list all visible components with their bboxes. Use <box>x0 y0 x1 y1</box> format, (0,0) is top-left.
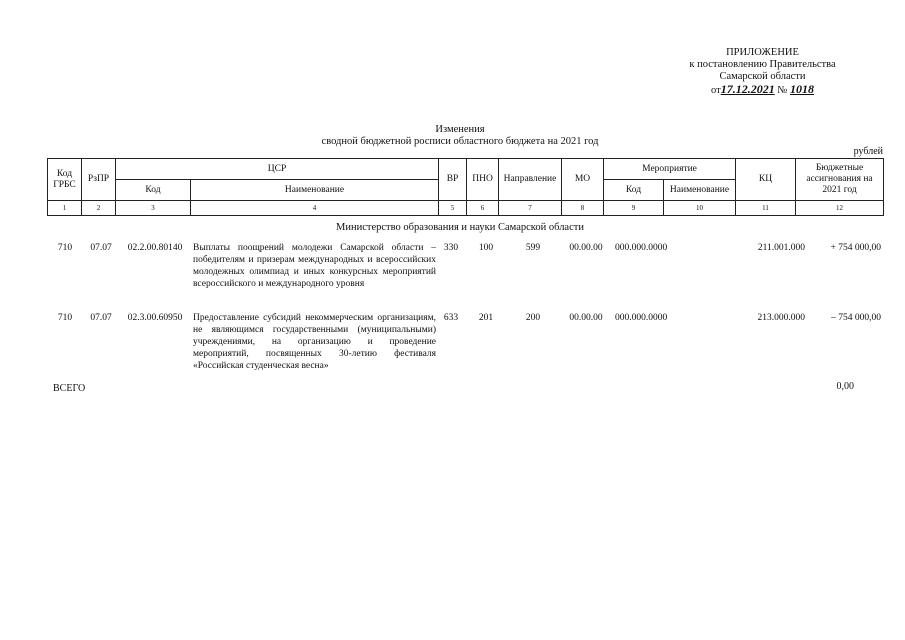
unit-label: рублей <box>853 146 883 157</box>
column-number: 10 <box>664 201 736 216</box>
column-number: 7 <box>499 201 562 216</box>
total-label: ВСЕГО <box>53 383 86 394</box>
column-number: 4 <box>191 201 439 216</box>
cell-rzpr: 07.07 <box>90 243 112 253</box>
cell-csr-name: Предоставление субсидий некоммерческим организациям, не являющимся государственными (муниципальными) учреждениями, на организацию и проведение мероприятий, посвященных 30-летию фестиваля «Российская студенческая весна» <box>193 313 436 371</box>
appendix-date-line <box>640 83 885 97</box>
appendix-region: Самарской области <box>719 71 806 82</box>
header-rzpr: РзПР <box>82 159 116 201</box>
title-line-1: Изменения <box>435 124 485 135</box>
header-mo: МО <box>562 159 604 201</box>
number-prefix: № <box>777 85 788 96</box>
column-number: 6 <box>467 201 499 216</box>
cell-event-code: 000.000.0000 <box>615 243 668 253</box>
appendix-block <box>640 47 885 97</box>
cell-grbs: 710 <box>57 243 73 253</box>
header-kc: КЦ <box>736 159 796 201</box>
cell-direction: 200 <box>525 313 541 323</box>
cell-kc: 211.001.000 <box>757 243 805 253</box>
cell-event-code: 000.000.0000 <box>615 313 668 323</box>
header-grbs: Код ГРБС <box>48 159 82 201</box>
cell-vr: 633 <box>443 313 459 323</box>
column-number: 3 <box>116 201 191 216</box>
cell-csr-code: 02.3.00.60950 <box>127 313 183 323</box>
column-number: 5 <box>439 201 467 216</box>
cell-mo: 00.00.00 <box>569 243 603 253</box>
cell-csr-name: Выплаты поощрений молодежи Самарской области – победителям и призерам международных и всероссийских молодежных олимпиад и иных конкурсных мероприятий всероссийского и международного уровня <box>193 243 436 289</box>
title-line-2: сводной бюджетной росписи областного бюджета на 2021 год <box>321 136 599 147</box>
cell-amount: + 754 000,00 <box>830 243 881 253</box>
decree-number: 1018 <box>789 82 814 96</box>
column-number: 12 <box>796 201 884 216</box>
table-header <box>47 158 884 216</box>
ministry-heading: Министерство образования и науки Самарской области <box>336 222 584 233</box>
cell-grbs: 710 <box>57 313 73 323</box>
header-csr-name: Наименование <box>191 180 439 201</box>
header-pno: ПНО <box>467 159 499 201</box>
header-csr: ЦСР <box>116 159 439 180</box>
document-title <box>200 124 720 148</box>
cell-direction: 599 <box>525 243 541 253</box>
cell-amount: – 754 000,00 <box>831 313 881 323</box>
cell-kc: 213.000.000 <box>757 313 805 323</box>
header-event-code: Код <box>604 180 664 201</box>
column-number: 11 <box>736 201 796 216</box>
cell-mo: 00.00.00 <box>569 313 603 323</box>
column-number: 2 <box>82 201 116 216</box>
column-number: 1 <box>48 201 82 216</box>
decree-date: 17.12.2021 <box>720 82 775 96</box>
column-number: 9 <box>604 201 664 216</box>
date-prefix: от <box>711 85 721 96</box>
appendix-decree: к постановлению Правительства <box>689 59 836 70</box>
header-event-name: Наименование <box>664 180 736 201</box>
header-event: Мероприятие <box>604 159 736 180</box>
cell-pno: 100 <box>478 243 494 253</box>
cell-csr-code: 02.2.00.80140 <box>127 243 183 253</box>
header-csr-code: Код <box>116 180 191 201</box>
header-vr: ВР <box>439 159 467 201</box>
column-number: 8 <box>562 201 604 216</box>
cell-pno: 201 <box>478 313 494 323</box>
total-value: 0,00 <box>836 381 854 392</box>
cell-rzpr: 07.07 <box>90 313 112 323</box>
appendix-title: ПРИЛОЖЕНИЕ <box>726 47 799 58</box>
header-allocations: Бюджетные ассигнования на 2021 год <box>796 159 884 201</box>
header-direction: Направление <box>499 159 562 201</box>
cell-vr: 330 <box>443 243 459 253</box>
